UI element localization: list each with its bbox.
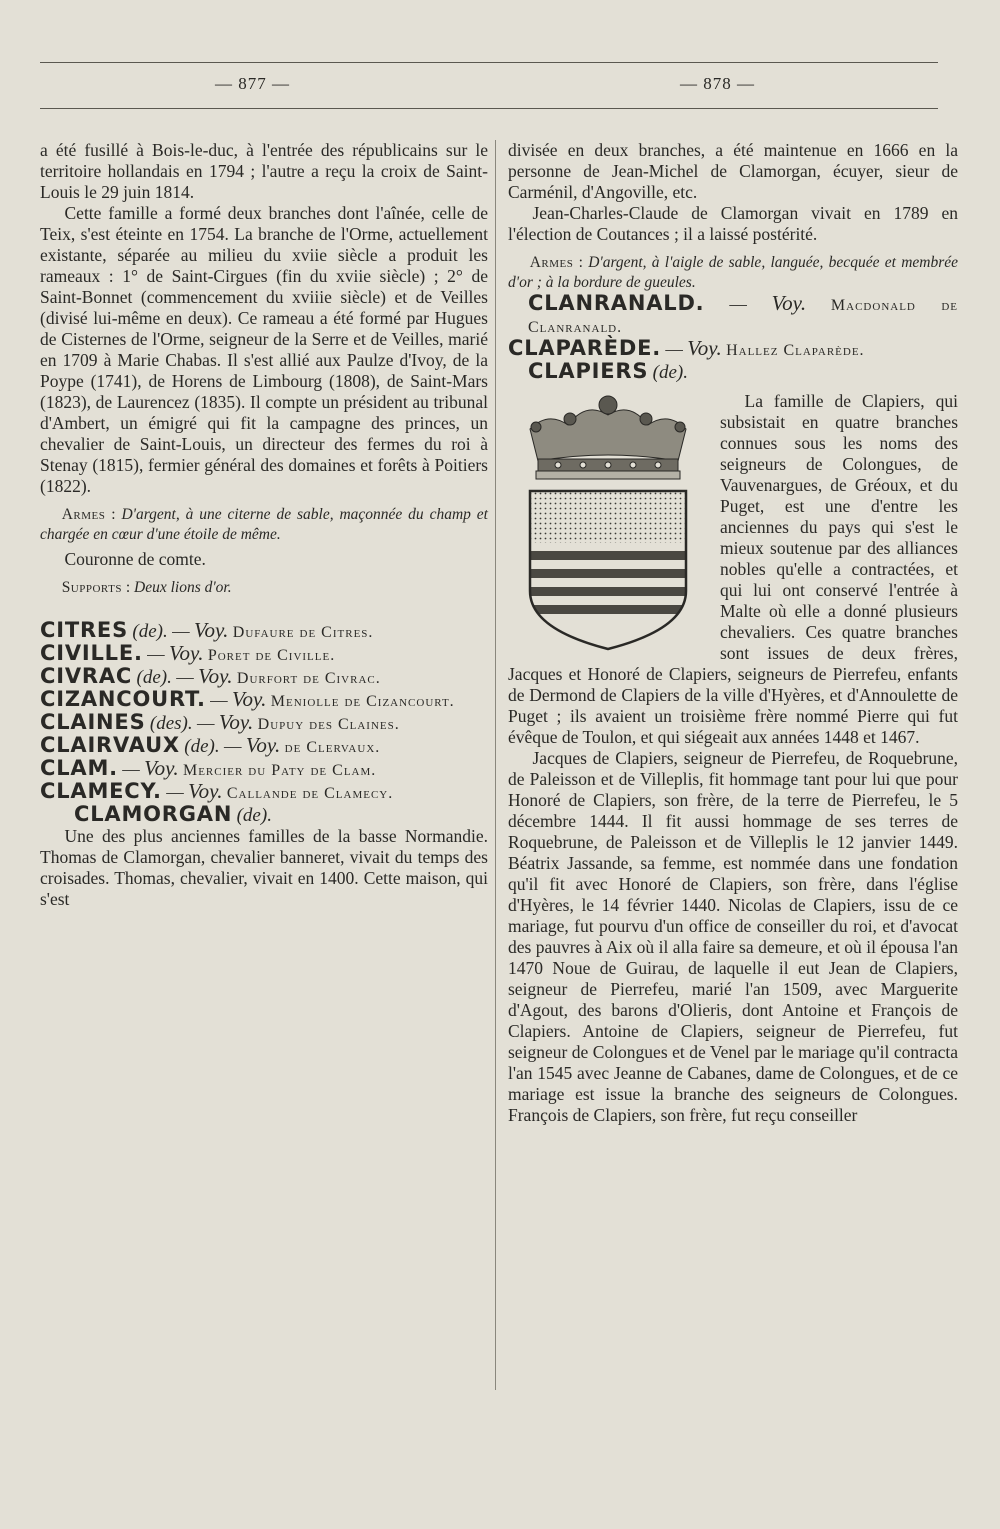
page-number-left: — 877 — (215, 74, 290, 93)
entry-reference: Meniolle de Cizancourt. (270, 693, 455, 710)
entry-civille: CIVILLE. — Voy. Poret de Civille. (40, 641, 336, 665)
header-rule (40, 108, 938, 109)
entry-clam: CLAM. — Voy. Mercier du Paty de Clam. (40, 756, 377, 780)
entry-clamorgan: CLAMORGAN (de). (74, 802, 272, 826)
left-armes: Armes : D'argent, à une citerne de sable, maçonnée du champ et chargée en cœur d'une étoile de même. (40, 506, 488, 543)
left-paragraph-1: a été fusillé à Bois-le-duc, à l'entrée des républicains sur le territoire hollandais en 1794 ; l'autre a reçu la croix de Saint-Louis le 29 juin 1814. (40, 140, 488, 202)
entry-headword: CLAMORGAN (74, 802, 233, 826)
entry-civrac: CIVRAC (de). — Voy. Durfort de Civrac. (40, 664, 381, 688)
armes-label: Armes (529, 254, 574, 271)
coat-of-arms-icon (508, 391, 708, 653)
entry-headword: CLAM. (40, 756, 118, 780)
right-paragraph-2: Jean-Charles-Claude de Clamorgan vivait en 1789 en l'élection de Coutances ; il a laissé postérité. (508, 203, 958, 244)
entry-headword: CIVILLE. (40, 641, 143, 665)
top-rule (40, 62, 938, 63)
entry-clapiers: CLAPIERS (de). (528, 359, 689, 383)
entry-headword: CLAPIERS (528, 359, 649, 383)
page-number-right: — 878 — (680, 74, 755, 93)
entry-reference: de Clervaux. (284, 739, 381, 756)
entry-clamecy: CLAMECY. — Voy. Callande de Clamecy. (40, 779, 394, 803)
couronne: Couronne de comte. (64, 549, 206, 569)
armes-text: D'argent, à l'aigle de sable, languée, becquée et membrée d'or ; à la bordure de gueules. (508, 254, 958, 291)
right-armes: Armes : D'argent, à l'aigle de sable, languée, becquée et membrée d'or ; à la bordure de gueules. (508, 254, 958, 291)
left-column (40, 140, 488, 910)
clamorgan-text: Une des plus anciennes familles de la basse Normandie. Thomas de Clamorgan, chevalier banneret, vivait du temps des croisades. Thomas, chevalier, vivait en 1400. Cette maison, qui s'est (40, 826, 488, 909)
entry-clairvaux: CLAIRVAUX (de). — Voy. de Clervaux. (40, 733, 381, 757)
entry-reference: Callande de Clamecy. (226, 785, 394, 802)
entry-reference: Macdonald de Clanranald. (528, 297, 958, 336)
clapiers-paragraph-2: Jacques de Clapiers, seigneur de Pierrefeu, de Roquebrune, de Paleisson et de Villeplis, fit hommage tant pour lui que pour Honoré de Clapiers, son frère, de la terre de Pierrefeu, le 5 décembre 1444. Il fit aussi hommage de ses terres de Roquebrune, de Paleisson et de Villeplis le 12 janvier 1449. Béatrix Jassande, sa femme, est nommée dans une fondation qu'il fit avec Honoré de Clapiers, son frère, dans l'église d'Hyères, le 14 février 1440. Nicolas de Clapiers, issu de ce mariage, fut pourvu d'un office de conseiller du roi, et d'avocat des pauvres à Aix où il alla faire sa demeure, et où il épousa l'an 1470 Noue de Guirau, de laquelle il eut Jean de Clapiers, seigneur de Pierrefeu, marié l'an 1509, avec Marguerite d'Agout, des barons d'Olieris, dont Antoine et François de Clapiers. Antoine de Clapiers, seigneur de Pierrefeu, fut seigneur de Colongues et de Venel par le mariage qu'il contracta l'an 1545 avec Jeanne de Cabanes, dame de Colongues, et de ce mariage est issue la branche des seigneurs de Colongues. François de Clapiers, son frère, fut reçu conseiller (508, 748, 958, 1125)
entry-clanranald: CLANRANALD. — Voy. Macdonald de Clanranald. (528, 291, 958, 336)
supports-label: Supports (61, 579, 122, 596)
entry-claines: CLAINES (des). — Voy. Dupuy des Claines. (40, 710, 400, 734)
armes-text: D'argent, à une citerne de sable, maçonnée du champ et chargée en cœur d'une étoile de même. (40, 506, 488, 543)
coat-of-arms-image (508, 391, 708, 653)
entry-headword: CLAIRVAUX (40, 733, 180, 757)
entry-headword: CLAPARÈDE. (508, 336, 662, 360)
entry-headword: CLANRANALD. (528, 291, 705, 315)
entry-headword: CLAMECY. (40, 779, 162, 803)
entry-headword: CIVRAC (40, 664, 133, 688)
entry-reference: Dupuy des Claines. (257, 716, 400, 733)
entry-citres: CITRES (de). — Voy. Dufaure de Citres. (40, 618, 374, 642)
entry-reference: Mercier du Paty de Clam. (182, 762, 377, 779)
entry-cizancourt: CIZANCOURT. — Voy. Meniolle de Cizancourt. (40, 687, 455, 711)
entry-headword: CLAINES (40, 710, 146, 734)
column-divider (495, 140, 496, 1390)
left-paragraph-2: Cette famille a formé deux branches dont l'aînée, celle de Teix, s'est éteinte en 1754. La branche de l'Orme, actuellement existante, séparée au milieu du xviie siècle a produit les rameaux : 1° de Saint-Cirgues (fin du xviie siècle) ; 2° de Saint-Bonnet (commencement du xviiie siècle) et de Veilles (divisé lui-même en deux). Ce rameau a été formé par Hugues de Cisternes de l'Orme, seigneur de la Serre et de Veilles, marié en 1709 à Marie Chabas. Il s'est allié aux Paulze d'Ivoy, de la Poype (1741), de Horens de Limbourg (1808), de Saint-Mars (1823), de Laurencez (1835). Il compte un président au tribunal d'Ambert, un émigré qui fit la campagne des princes, un chevalier de Saint-Louis, un directeur des fermes du roi à Stenay (1815), fermier général des domaines et forêts à Poitiers (1822). (40, 203, 488, 496)
entry-reference: Durfort de Civrac. (236, 670, 381, 687)
entry-claparede: CLAPARÈDE. — Voy. Hallez Claparède. (508, 336, 865, 360)
entry-headword: CIZANCOURT. (40, 687, 206, 711)
right-paragraph-1: divisée en deux branches, a été maintenue en 1666 en la personne de Jean-Michel de Clamorgan, écuyer, sieur de Carménil, d'Angoville, etc. (508, 140, 958, 202)
armes-label: Armes (61, 506, 106, 523)
right-column (508, 140, 958, 1126)
entry-reference: Poret de Civille. (207, 647, 336, 664)
clapiers-paragraph-1: La famille de Clapiers, qui subsistait en quatre branches connues sous les noms des seigneurs de Colongues, de Vauvenargues, de Gréoux, et du Puget, est une d'entre les anciennes du pays qui s'est le mieux soutenue par des alliances nobles qu'elle a contractées, et qui lui ont conservé l'entrée à Malte où elle a donné plusieurs chevaliers. Ces quatre branches sont issues de deux frères, Jacques et Honoré de Clapiers, seigneurs de Pierrefeu, enfants de Dermond de Clapiers de la ville d'Hyères, et d'Annoulette de Puget ; ils avaient un troisième frère nommé Pierre qui fut évêque de Toulon, et qui siégeait aux années 1448 et 1467. (508, 391, 958, 747)
entry-reference: Hallez Claparède. (726, 342, 865, 359)
supports-text: Deux lions d'or. (134, 579, 232, 596)
entry-headword: CITRES (40, 618, 128, 642)
supports: Supports : Deux lions d'or. (61, 579, 232, 596)
entry-reference: Dufaure de Citres. (232, 624, 374, 641)
